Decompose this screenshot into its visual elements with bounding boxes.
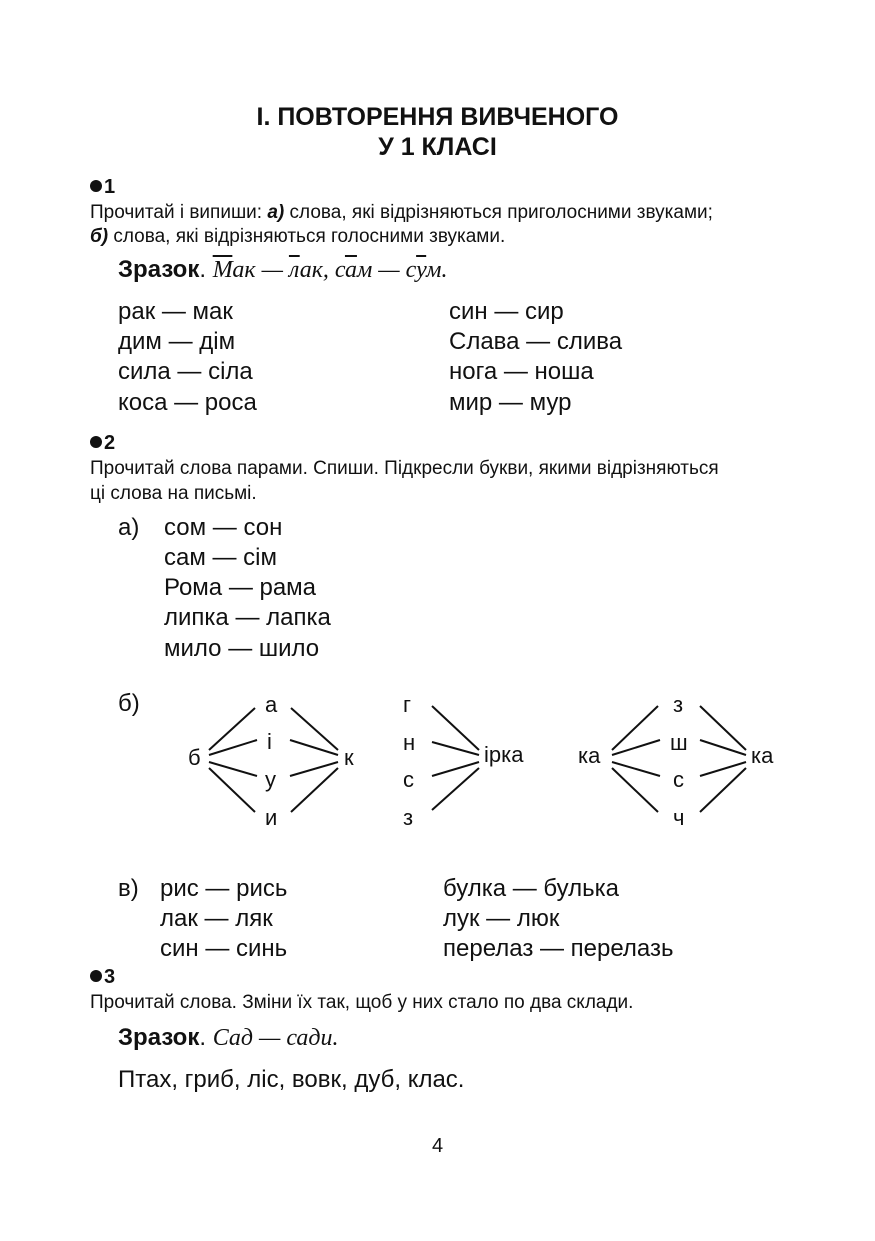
word-pair: мило — шило <box>164 635 320 662</box>
diagram-middle-letter: з <box>673 692 684 717</box>
diagram-middle-letter: а <box>265 692 278 717</box>
bullet-icon <box>90 970 102 982</box>
word-pair: Слава — слива <box>449 328 623 355</box>
word-pair: лук — люк <box>443 905 560 932</box>
diagram-left-letter: с <box>403 767 414 792</box>
diagram-middle-letter: і <box>267 729 272 754</box>
word-pair: син — синь <box>160 935 288 962</box>
part-b-label: б) <box>118 690 140 717</box>
word-pair: дим — дім <box>118 328 236 355</box>
exercise-3-words: Птах, гриб, ліс, вовк, дуб, клас. <box>118 1066 465 1093</box>
diagram-middle-letter: с <box>673 767 684 792</box>
word-pair: сам — сім <box>164 544 278 571</box>
word-pair: син — сир <box>449 298 564 325</box>
exercise-3-instruction: Прочитай слова. Зміни їх так, щоб у них стало по два склади. <box>90 992 634 1013</box>
word-pair: перелаз — перелазь <box>443 935 674 962</box>
exercise-2-instruction-line2: ці слова на письмі. <box>90 483 257 504</box>
diagram-left-syllable: ка <box>578 743 601 768</box>
word-pair: сом — сон <box>164 514 283 541</box>
exercise-2-number: 2 <box>90 432 115 455</box>
exercise-1-instruction-line1: Прочитай і випиши: а) слова, які відрізняються приголосними звуками; <box>90 202 713 223</box>
word-pair: нога — ноша <box>449 358 594 385</box>
chapter-title-line2: У 1 КЛАСІ <box>378 133 497 161</box>
diagram-left-letter: б <box>188 745 201 770</box>
word-pair: липка — лапка <box>164 604 331 631</box>
diagram-right-syllable: ка <box>751 743 774 768</box>
exercise-1-instruction-line2: б) слова, які відрізняються голосними звуками. <box>90 226 506 247</box>
exercise-1-sample: Зразок. Мак — лак, сам — сум. <box>118 256 448 283</box>
word-pair: сила — сіла <box>118 358 253 385</box>
word-pair: коса — роса <box>118 389 257 416</box>
part-a-label: а) <box>118 514 140 541</box>
diagram-middle-letter: у <box>265 767 276 792</box>
diagram-right-letter: к <box>344 745 354 770</box>
part-c-label: в) <box>118 875 139 902</box>
word-pair: рис — рись <box>160 875 288 902</box>
page-number: 4 <box>431 1135 444 1157</box>
diagram-word-ending: ірка <box>484 742 524 767</box>
word-pair: булка — булька <box>443 875 619 902</box>
exercise-3-number: 3 <box>90 966 115 989</box>
exercise-3-sample: Зразок. Сад — сади. <box>118 1024 339 1051</box>
diagram-middle-letter: ч <box>673 805 685 830</box>
diagram-left-letter: з <box>403 805 414 830</box>
word-pair: мир — мур <box>449 389 572 416</box>
word-pair: рак — мак <box>118 298 233 325</box>
word-pair: лак — ляк <box>160 905 273 932</box>
word-pair: Рома — рама <box>164 574 317 601</box>
exercise-1-number: 1 <box>90 176 115 199</box>
diagram-left-letter: г <box>403 692 412 717</box>
diagram-middle-letter: ш <box>670 730 688 755</box>
diagram-left-letter: н <box>403 730 416 755</box>
diagram-middle-letter: и <box>265 805 278 830</box>
exercise-2-instruction-line1: Прочитай слова парами. Спиши. Підкресли букви, якими відрізняються <box>90 458 719 479</box>
chapter-title-line1: І. ПОВТОРЕННЯ ВИВЧЕНОГО <box>256 103 619 131</box>
